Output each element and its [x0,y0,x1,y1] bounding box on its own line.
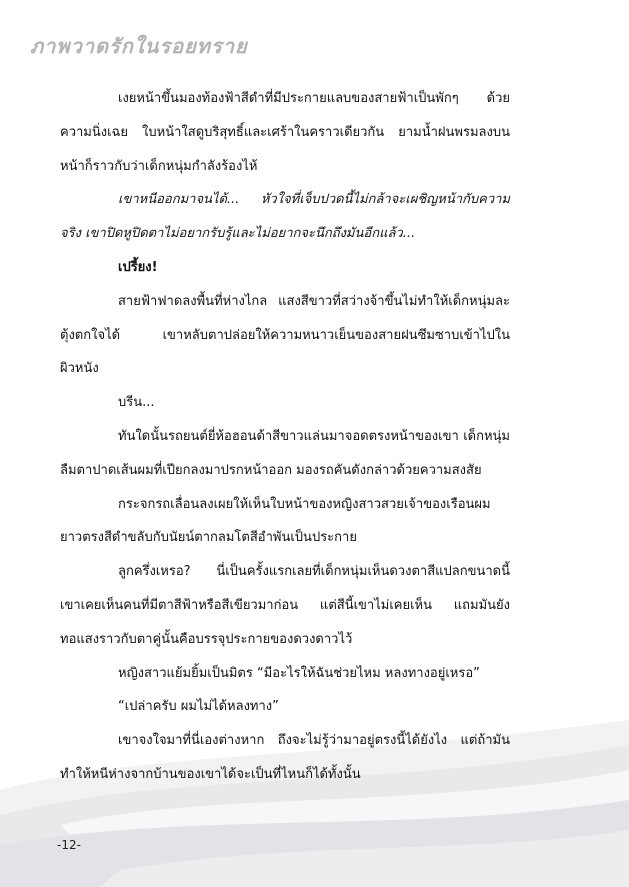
paragraph-dialogue: “เปล่าครับ ผมไม่ได้หลงทาง” [118,699,279,715]
paragraph: กระจกรถเลื่อนลงเผยให้เห็นใบหน้าของหญิงสาวสวยเจ้าของเรือนผมยาวตรงสีดำขลับกับนัยน์ตากลมโตสีอำพันเป็นประกาย [60,496,491,546]
paragraph-italic: เขาหนีออกมาจนได้... หัวใจที่เจ็บปวดนี้ไม่กล้าจะเผชิญหน้ากับความจริง เขาปิดหูปิดตาไม่อยากรับรู้และไม่อยากจะนึกถึงมันอีกแล้ว... [60,192,510,242]
paragraph: บรีน... [118,395,155,411]
paragraph-bold: เปรี้ยง! [118,259,158,275]
paragraph: สายฟ้าฟาดลงพื้นที่ห่างไกล แสงสีขาวที่สว่างจ้าขึ้นไม่ทำให้เด็กหนุ่มละตุ้งตกใจได้ เขาหลับตาปล่อยให้ความหนาวเย็นของสายฝนซึมซาบเข้าไปในผิวหนัง [60,293,510,377]
paragraph: เขาจงใจมาที่นี่เองต่างหาก ถึงจะไม่รู้ว่ามาอยู่ตรงนี้ได้ยังไง แต่ถ้ามันทำให้หนีห่างจากบ้านของเขาได้จะเป็นที่ไหนก็ได้ทั้งนั้น [60,733,510,782]
page-number: -12- [57,838,81,852]
paragraph-dialogue: หญิงสาวแย้มยิ้มเป็นมิตร “มีอะไรให้ฉันช่วยไหม หลงทางอยู่เหรอ” [118,665,480,681]
paragraph: ทันใดนั้นรถยนต์ยี่ห้อฮอนด้าสีขาวแล่นมาจอดตรงหน้าของเขา เด็กหนุ่มลืมตาปาดเส้นผมที่เปียกลงมาปรกหน้าออก มองรถคันดังกล่าวด้วยความสงสัย [60,428,510,478]
body-text [60,82,510,792]
paragraph: ลูกครึ่งเหรอ? นี่เป็นครั้งแรกเลยที่เด็กหนุ่มเห็นดวงตาสีแปลกขนาดนี้ เขาเคยเห็นคนที่มีตาสีฟ้าหรือสีเขียวมาก่อน แต่สีนี้เขาไม่เคยเห็น แถมมันยังทอแสงราวกับตาคู่นั้นคือบรรจุประกายของดวงดาวไว้ [60,564,510,647]
book-title-header: ภาพวาดรักในรอยทราย [30,34,248,58]
paragraph: เงยหน้าขึ้นมองท้องฟ้าสีดำที่มีประกายแลบของสายฟ้าเป็นพักๆ ด้วยความนิ่งเฉย ใบหน้าใสดูบริสุทธิ์และเศร้าในคราวเดียวกัน ยามน้ำฝนพรมลงบนหน้าก็ราวกับว่าเด็กหนุ่มกำลังร้องไห้ [60,91,510,174]
